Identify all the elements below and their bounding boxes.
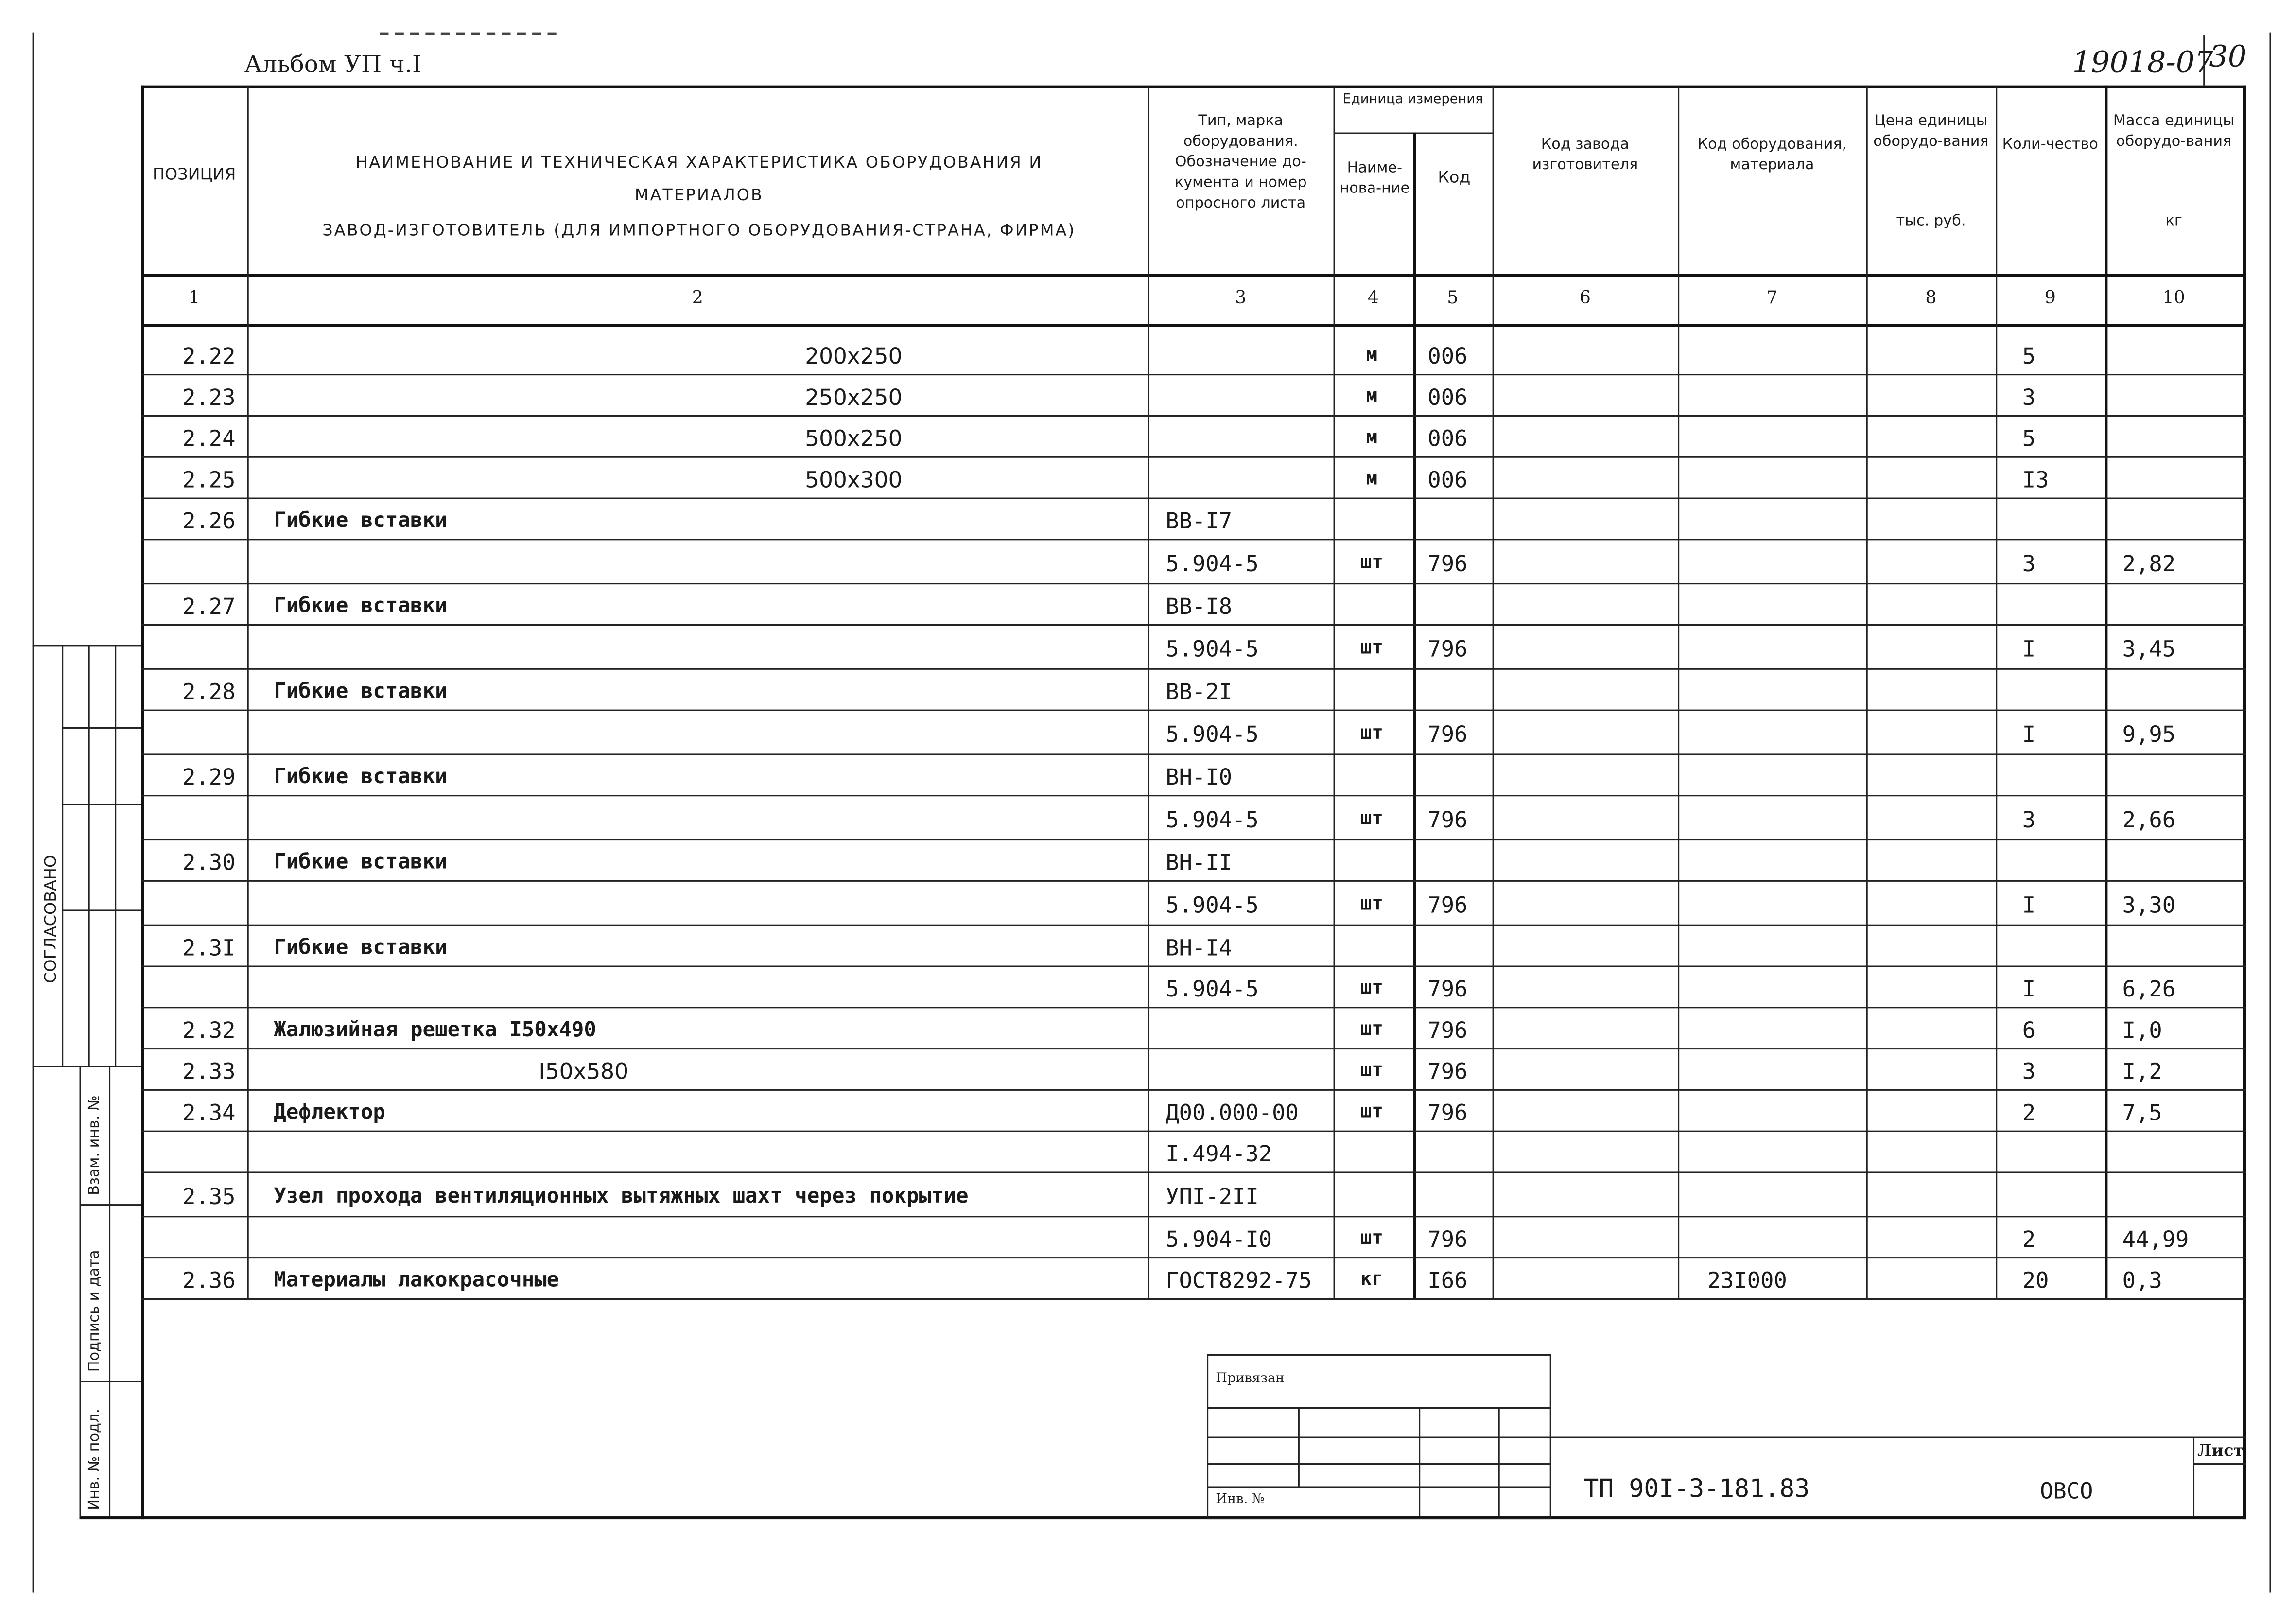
row-unit-code: 796 [1427, 1226, 1468, 1253]
col-mass-header: Масса единицы оборудо-вания [2113, 113, 2235, 150]
row-unit-name: м [1366, 385, 1378, 408]
row-quantity: I [2022, 892, 2036, 919]
sheet-number: 30 [2209, 38, 2247, 74]
inv-swap-label: Взам. инв. № [87, 1095, 103, 1195]
col-factory-code-header: Код завода изготовителя [1532, 137, 1638, 174]
row-divider [141, 1171, 2246, 1173]
col-number: 4 [1367, 287, 1379, 308]
row-quantity: 6 [2022, 1017, 2036, 1044]
row-name: Гибкие вставки [274, 680, 448, 704]
row-quantity: I [2022, 636, 2036, 663]
row-name: 250x250 [805, 384, 903, 411]
row-unit-code: I66 [1427, 1267, 1468, 1294]
row-unit-code: 796 [1427, 721, 1468, 748]
row-divider [141, 925, 2246, 926]
row-name: Узел прохода вентиляционных вытяжных шахт через покрытие [274, 1185, 969, 1209]
row-unit-name: м [1366, 344, 1378, 367]
row-unit-name: шт [1360, 1018, 1383, 1041]
row-position: 2.36 [182, 1267, 236, 1294]
row-name: Дефлектор [274, 1101, 385, 1125]
left-margin-line [33, 33, 34, 1593]
col-name-header-line1: НАИМЕНОВАНИЕ И ТЕХНИЧЕСКАЯ ХАРАКТЕРИСТИКА ОБОРУДОВАНИЯ И [355, 153, 1043, 173]
row-divider [141, 753, 2246, 755]
row-mass: 3,45 [2122, 636, 2176, 663]
row-divider [141, 1131, 2246, 1132]
row-quantity: I3 [2022, 466, 2049, 493]
row-position: 2.29 [182, 764, 236, 791]
row-unit-code: 796 [1427, 976, 1468, 1003]
side-stamp-line [33, 645, 141, 646]
col-type-header: Тип, марка оборудования. Обозначение до-кумента и номер опросного листа [1174, 113, 1307, 212]
row-name: Гибкие вставки [274, 936, 448, 960]
row-type-designation: ВВ-2I [1165, 679, 1233, 705]
row-mass: 9,95 [2122, 721, 2176, 748]
col-divider-2 [1148, 86, 1149, 1298]
agreed-label: СОГЛАСОВАНО [41, 855, 61, 983]
album-label: Альбом УП ч.I [244, 50, 422, 78]
row-type-designation: ВН-I4 [1165, 934, 1233, 961]
row-divider [141, 1216, 2246, 1217]
row-type-designation: 5.904-5 [1165, 550, 1259, 577]
row-unit-name: шт [1360, 1060, 1383, 1082]
col-divider-6 [1678, 86, 1679, 1298]
scan-mark [380, 33, 556, 35]
row-unit-name: шт [1360, 637, 1383, 660]
col-unit-group-header: Единица измерения [1342, 92, 1483, 108]
col-number: 9 [2044, 287, 2056, 308]
row-type-designation: Д00.000-00 [1165, 1100, 1299, 1126]
row-unit-code: 796 [1427, 636, 1468, 663]
sheet-number-divider [2203, 35, 2205, 86]
row-quantity: 20 [2022, 1267, 2049, 1294]
col-price-unit: тыс. руб. [1896, 213, 1966, 230]
row-unit-code: 796 [1427, 1058, 1468, 1085]
row-divider [141, 1007, 2246, 1008]
row-quantity: 2 [2022, 1226, 2036, 1253]
row-divider [141, 456, 2246, 458]
row-mass: 0,3 [2122, 1267, 2162, 1294]
row-position: 2.30 [182, 849, 236, 876]
title-block-line [2193, 1463, 2246, 1465]
row-mass: I,2 [2122, 1058, 2162, 1085]
row-quantity: 3 [2022, 1058, 2036, 1085]
col-name-header-line3: ЗАВОД-ИЗГОТОВИТЕЛЬ (ДЛЯ ИМПОРТНОГО ОБОРУДОВАНИЯ-СТРАНА, ФИРМА) [322, 221, 1076, 240]
row-unit-code: 796 [1427, 550, 1468, 577]
row-name: 500x250 [805, 425, 903, 452]
row-divider [141, 498, 2246, 499]
row-divider [141, 965, 2246, 967]
right-margin-line [2269, 33, 2271, 1593]
row-position: 2.23 [182, 384, 236, 411]
row-divider [141, 624, 2246, 626]
row-type-designation: УПI-2II [1165, 1183, 1259, 1210]
side-stamp-line [62, 645, 63, 1066]
row-position: 2.35 [182, 1183, 236, 1210]
row-quantity: I [2022, 721, 2036, 748]
row-quantity: I [2022, 976, 2036, 1003]
frame-right [2243, 86, 2246, 1519]
row-type-designation: ГОСТ8292-75 [1165, 1267, 1312, 1294]
row-unit-name: м [1366, 468, 1378, 490]
row-divider [141, 583, 2246, 584]
sign-date-label: Подпись и дата [87, 1250, 103, 1372]
col-divider-8 [1996, 86, 1997, 1298]
row-position: 2.27 [182, 593, 236, 620]
row-unit-name: шт [1360, 1101, 1383, 1123]
row-position: 2.24 [182, 425, 236, 452]
row-divider [141, 415, 2246, 417]
col-qty-header: Коли-чество [2002, 137, 2098, 153]
col-mass-unit: кг [2165, 213, 2182, 230]
col-price-header: Цена единицы оборудо-вания [1873, 113, 1989, 150]
row-unit-name: шт [1360, 808, 1383, 830]
row-unit-name: шт [1360, 722, 1383, 745]
row-unit-name: шт [1360, 1227, 1383, 1250]
row-position: 2.22 [182, 343, 236, 370]
col-unit-name-header: Наиме-нова-ние [1339, 160, 1410, 197]
row-position: 2.25 [182, 466, 236, 493]
row-divider [141, 839, 2246, 840]
row-mass: 3,30 [2122, 892, 2176, 919]
col-divider-9 [2105, 86, 2107, 1298]
row-name: Жалюзийная решетка I50x490 [274, 1018, 596, 1042]
binding-stamp-line [1298, 1407, 1300, 1487]
row-divider [141, 880, 2246, 882]
col-number: 3 [1235, 287, 1247, 308]
row-divider [141, 1257, 2246, 1258]
row-quantity: 5 [2022, 425, 2036, 452]
row-divider [141, 795, 2246, 796]
frame-top [141, 86, 2246, 88]
sheet-label: Лист [2197, 1441, 2244, 1460]
side-stamp-line [88, 645, 90, 1066]
row-type-designation: 5.904-5 [1165, 976, 1259, 1003]
row-type-designation: 5.904-5 [1165, 636, 1259, 663]
side-stamp-line [109, 1066, 110, 1516]
row-position: 2.34 [182, 1100, 236, 1126]
section-code: ОВСО [2040, 1478, 2093, 1504]
row-unit-name: шт [1360, 977, 1383, 1000]
title-block-line [1551, 1437, 2246, 1438]
title-block-line [2193, 1437, 2194, 1517]
row-quantity: 3 [2022, 384, 2036, 411]
col-unit-code-header: Код [1438, 168, 1471, 187]
row-name: 200x250 [805, 343, 903, 370]
row-unit-code: 796 [1427, 1017, 1468, 1044]
row-position: 2.26 [182, 507, 236, 535]
row-mass: 44,99 [2122, 1226, 2189, 1253]
col-number: 1 [189, 287, 200, 308]
row-type-designation: 5.904-5 [1165, 806, 1259, 833]
row-mass: 7,5 [2122, 1100, 2162, 1126]
row-divider [141, 1089, 2246, 1091]
binding-stamp-line [1498, 1407, 1500, 1516]
row-unit-name: шт [1360, 893, 1383, 916]
side-stamp-line [80, 1381, 141, 1382]
row-name: Гибкие вставки [274, 765, 448, 789]
row-type-designation: ВВ-I7 [1165, 507, 1233, 535]
row-unit-code: 796 [1427, 892, 1468, 919]
row-position: 2.33 [182, 1058, 236, 1085]
row-divider [141, 668, 2246, 670]
col-number: 6 [1579, 287, 1591, 308]
row-name: Материалы лакокрасочные [274, 1269, 559, 1293]
row-mass: I,0 [2122, 1017, 2162, 1044]
row-quantity: 2 [2022, 1100, 2036, 1126]
inv-no-label: Инв. № [1216, 1492, 1265, 1507]
col-number: 5 [1447, 287, 1459, 308]
row-name: Гибкие вставки [274, 509, 448, 533]
frame-bottom [80, 1516, 2246, 1519]
side-stamp-line [115, 645, 116, 1066]
doc-designation: ТП 90I-3-181.83 [1583, 1475, 1810, 1504]
row-mass: 2,82 [2122, 550, 2176, 577]
row-quantity: 5 [2022, 343, 2036, 370]
inv-orig-label: Инв. № подл. [87, 1408, 103, 1510]
row-unit-name: м [1366, 427, 1378, 449]
row-type-designation: ВН-I0 [1165, 764, 1233, 791]
row-type-designation: 5.904-5 [1165, 721, 1259, 748]
row-name: 500x300 [805, 466, 903, 493]
row-type-designation: ВВ-I8 [1165, 593, 1233, 620]
row-divider [141, 539, 2246, 540]
row-quantity: 3 [2022, 550, 2036, 577]
row-mass: 2,66 [2122, 806, 2176, 833]
row-name: Гибкие вставки [274, 594, 448, 618]
col-divider-7 [1866, 86, 1868, 1298]
side-stamp-line [62, 909, 141, 911]
col-equipment-code-header: Код оборудования, материала [1697, 137, 1847, 174]
col-number: 10 [2162, 287, 2185, 308]
side-stamp-line [80, 1066, 81, 1516]
side-stamp-line [62, 804, 141, 805]
row-divider [141, 710, 2246, 711]
col-divider-5 [1493, 86, 1494, 1298]
row-unit-name: шт [1360, 552, 1383, 574]
col-number: 2 [692, 287, 703, 308]
row-divider [141, 374, 2246, 375]
col-divider-1 [247, 86, 249, 1298]
row-name: Гибкие вставки [274, 851, 448, 874]
privyazan-label: Привязан [1216, 1372, 1285, 1387]
row-unit-code: 006 [1427, 384, 1468, 411]
row-mass: 6,26 [2122, 976, 2176, 1003]
doc-code: 19018-07 [2072, 44, 2213, 80]
col-position-header: ПОЗИЦИЯ [152, 165, 236, 184]
row-position: 2.32 [182, 1017, 236, 1044]
row-type-designation: 5.904-I0 [1165, 1226, 1272, 1253]
row-type-designation: 5.904-5 [1165, 892, 1259, 919]
row-divider [141, 1048, 2246, 1049]
row-type-designation: I.494-32 [1165, 1140, 1272, 1168]
side-stamp-line [62, 727, 141, 729]
side-stamp-line [80, 1204, 141, 1206]
row-unit-code: 796 [1427, 806, 1468, 833]
col-name-header-line2: МАТЕРИАЛОВ [634, 185, 764, 205]
numbers-bottom-line [141, 324, 2246, 327]
side-stamp-line [33, 1066, 141, 1067]
row-unit-code: 006 [1427, 425, 1468, 452]
row-position: 2.3I [182, 934, 236, 961]
row-name: I50x580 [539, 1058, 629, 1085]
row-unit-code: 006 [1427, 343, 1468, 370]
col-number: 7 [1766, 287, 1778, 308]
binding-stamp-line [1419, 1407, 1420, 1516]
col-number: 8 [1925, 287, 1937, 308]
row-type-designation: ВН-II [1165, 849, 1233, 876]
row-position: 2.28 [182, 679, 236, 705]
row-divider [141, 1298, 2246, 1300]
row-unit-code: 006 [1427, 466, 1468, 493]
row-unit-code: 796 [1427, 1100, 1468, 1126]
row-unit-name: кг [1360, 1269, 1383, 1291]
row-equipment-code: 23I000 [1707, 1267, 1787, 1294]
row-quantity: 3 [2022, 806, 2036, 833]
